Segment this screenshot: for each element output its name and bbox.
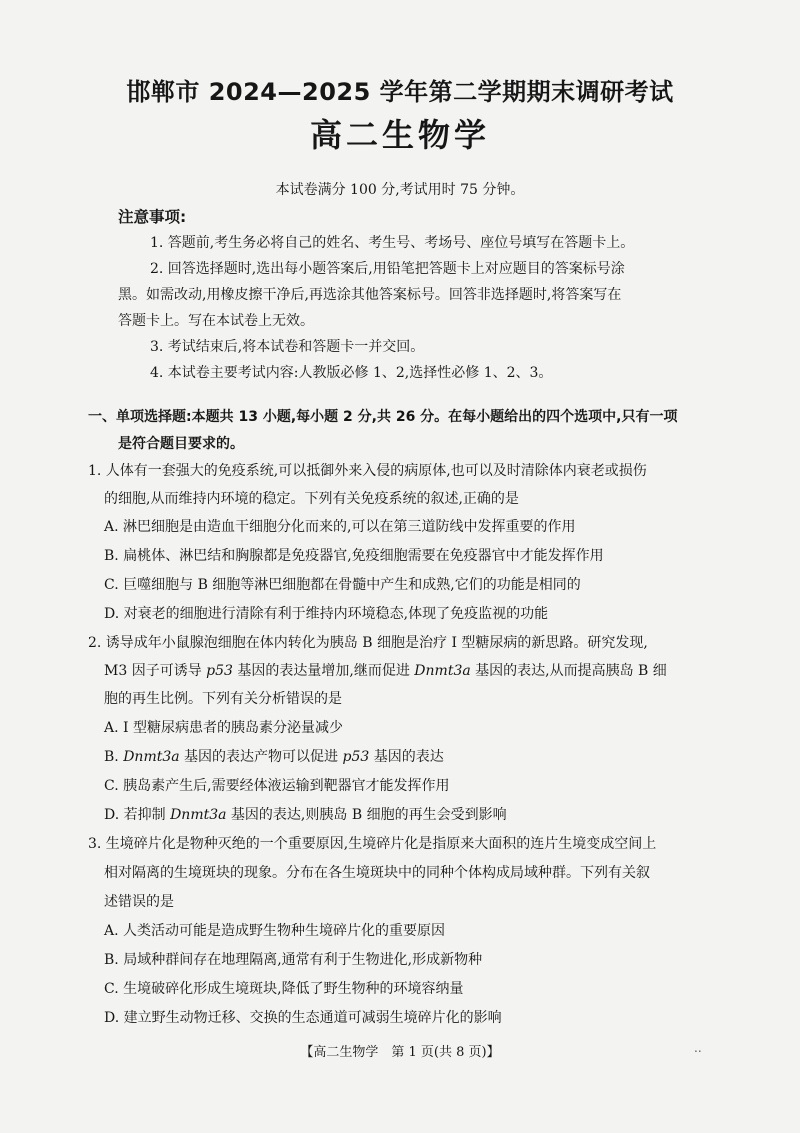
- scan-mark: ..: [694, 1041, 702, 1055]
- subject-title: 高二生物学: [309, 116, 490, 154]
- question-3-stem-cont: 相对隔离的生境斑块的现象。分布在各生境斑块中的同种个体构成局域种群。下列有关叙: [104, 865, 650, 881]
- question-1-option-d: D. 对衰老的细胞进行清除有利于维持内环境稳态,体现了免疫监视的功能: [104, 606, 549, 622]
- section-heading: 一、单项选择题:本题共 13 小题,每小题 2 分,共 26 分。在每小题给出的四个选项中,只有一项: [88, 409, 678, 425]
- section-heading-cont: 是符合题目要求的。: [118, 436, 244, 452]
- notice-line: 2. 回答选择题时,选出每小题答案后,用铅笔把答题卡上对应题目的答案标号涂: [150, 261, 625, 277]
- question-2-stem-cont: [104, 660, 667, 680]
- exam-intro: 本试卷满分 100 分,考试用时 75 分钟。: [275, 182, 525, 198]
- notice-line: 答题卡上。写在本试卷上无效。: [118, 313, 314, 329]
- gene-name-dnmt3a: Dnmt3a: [123, 749, 180, 765]
- question-2-text: 基因的表达量增加,继而促进: [232, 663, 415, 679]
- option-text: 基因的表达: [369, 749, 444, 765]
- notice-heading: 注意事项:: [118, 208, 187, 226]
- notice-line: 黑。如需改动,用橡皮擦干净后,再选涂其他答案标号。回答非选择题时,将答案写在: [118, 287, 622, 303]
- question-2-option-c: C. 胰岛素产生后,需要经体液运输到靶器官才能发挥作用: [104, 778, 450, 794]
- question-1-option-c: C. 巨噬细胞与 B 细胞等淋巴细胞都在骨髓中产生和成熟,它们的功能是相同的: [104, 577, 581, 593]
- question-2-option-b: [104, 746, 444, 766]
- question-2-option-a: A. Ⅰ 型糖尿病患者的胰岛素分泌量减少: [104, 720, 343, 736]
- question-3-option-c: C. 生境破碎化形成生境斑块,降低了野生物种的环境容纳量: [104, 981, 464, 997]
- question-2-option-d: [104, 804, 507, 824]
- notice-line: 1. 答题前,考生务必将自己的姓名、考生号、考场号、座位号填写在答题卡上。: [150, 235, 635, 251]
- exam-title: 邯郸市 2024—2025 学年第二学期期末调研考试: [126, 78, 674, 106]
- question-3-option-a: A. 人类活动可能是造成野生物种生境碎片化的重要原因: [104, 923, 446, 939]
- question-1-stem-cont: 的细胞,从而维持内环境的稳定。下列有关免疫系统的叙述,正确的是: [104, 491, 519, 507]
- question-2-stem: 2. 诱导成年小鼠腺泡细胞在体内转化为胰岛 B 细胞是治疗 Ⅰ 型糖尿病的新思路。研究发现,: [88, 635, 648, 651]
- option-text: 基因的表达产物可以促进: [179, 749, 343, 765]
- gene-name-p53: p53: [342, 749, 370, 765]
- question-3-option-d: D. 建立野生动物迁移、交换的生态通道可减弱生境碎片化的影响: [104, 1010, 502, 1026]
- gene-name-dnmt3a: Dnmt3a: [414, 663, 471, 679]
- option-text: 基因的表达,则胰岛 B 细胞的再生会受到影响: [226, 807, 507, 823]
- option-text: D. 若抑制: [104, 807, 171, 823]
- question-1-option-b: B. 扁桃体、淋巴结和胸腺都是免疫器官,免疫细胞需要在免疫器官中才能发挥作用: [104, 548, 604, 564]
- question-1-stem: 1. 人体有一套强大的免疫系统,可以抵御外来入侵的病原体,也可以及时清除体内衰老或损伤: [88, 463, 647, 479]
- question-2-stem-cont: 胞的再生比例。下列有关分析错误的是: [104, 691, 342, 707]
- option-letter: B.: [104, 749, 124, 765]
- page-footer: 【高二生物学 第 1 页(共 8 页)】: [300, 1045, 500, 1060]
- notice-line: 4. 本试卷主要考试内容:人教版必修 1、2,选择性必修 1、2、3。: [150, 365, 553, 381]
- question-2-text: 基因的表达,从而提高胰岛 B 细: [470, 663, 667, 679]
- notice-line: 3. 考试结束后,将本试卷和答题卡一并交回。: [150, 339, 425, 355]
- question-3-stem-cont: 述错误的是: [104, 894, 174, 910]
- gene-name-dnmt3a: Dnmt3a: [170, 807, 227, 823]
- question-3-stem: 3. 生境碎片化是物种灭绝的一个重要原因,生境碎片化是指原来大面积的连片生境变成空间上: [88, 836, 657, 852]
- question-1-option-a: A. 淋巴细胞是由造血干细胞分化而来的,可以在第三道防线中发挥重要的作用: [104, 519, 576, 535]
- question-3-option-b: B. 局域种群间存在地理隔离,通常有利于生物进化,形成新物种: [104, 952, 483, 968]
- question-2-text: M3 因子可诱导: [104, 663, 207, 679]
- gene-name-p53: p53: [206, 663, 233, 679]
